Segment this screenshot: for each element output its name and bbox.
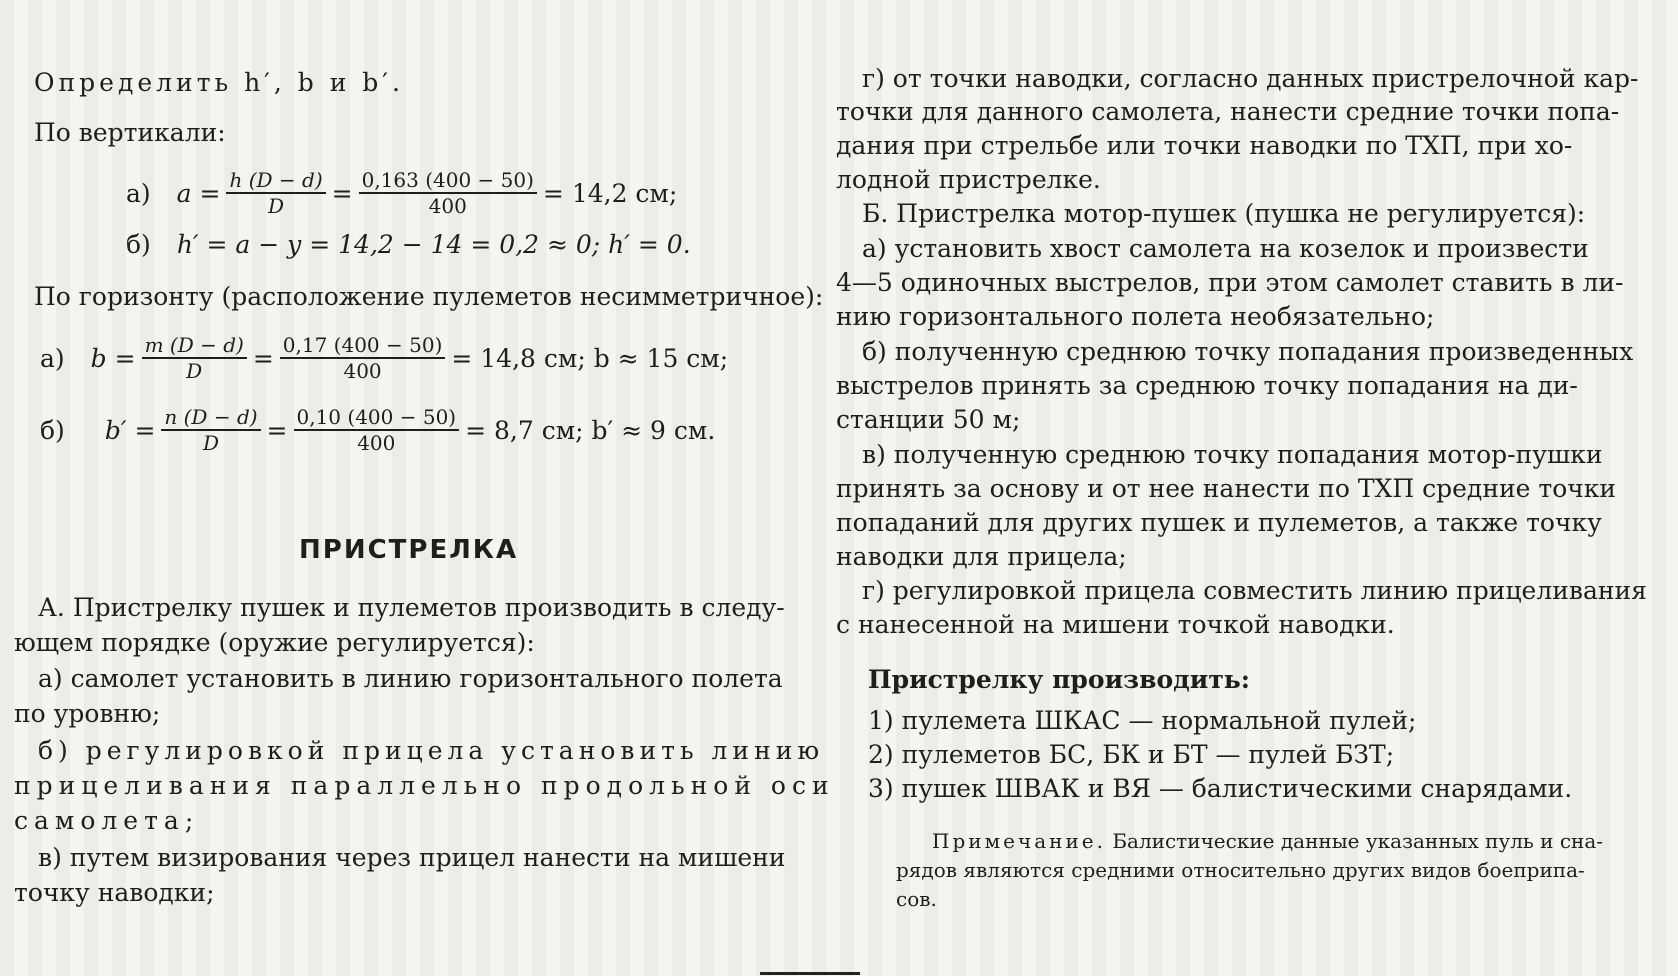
item-g-line: точки для данного самолета, нанести средние точки попа- (836, 97, 1620, 126)
item-a-right-line: 4—5 одиночных выстрелов, при этом самолет ставить в ли- (836, 268, 1624, 297)
section-heading: ПРИСТРЕЛКА (299, 535, 519, 565)
paragraph-a-line: ющем порядке (оружие регулируется): (14, 628, 535, 657)
item-a-line: а) самолет установить в линию горизонтального полета (38, 664, 783, 693)
note-line: сов. (896, 887, 937, 911)
paragraph-a-line: А. Пристрелку пушек и пулеметов производить в следу- (38, 593, 785, 622)
formula-a-vertical: а) a = $\frac{h (D - d)}{D}$ = $\frac{0,163 (400 - 50)}{400}$ = 14,2 см; (126, 168, 678, 218)
vertical-label: По вертикали: (34, 118, 226, 147)
item-b-right-line: станции 50 м; (836, 405, 1021, 434)
item-b-line: самолета; (14, 806, 200, 835)
item-g-line: г) от точки наводки, согласно данных пристрелочной кар- (862, 64, 1639, 93)
list-item: 3) пушек ШВАК и ВЯ — балистическими снарядами. (868, 774, 1573, 803)
fraction: $\frac{0,10 (400 - 50)}{400}$ (294, 405, 460, 455)
item-b-line: прицеливания параллельно продольной оси (14, 771, 835, 800)
item-v-right-line: в) полученную среднюю точку попадания мотор-пушки (862, 440, 1603, 469)
item-g-line: дания при стрельбе или точки наводки по ТХП, при хо- (836, 131, 1573, 160)
item-a-line: по уровню; (14, 699, 161, 728)
page-divider (760, 972, 860, 975)
item-g-right-line: с нанесенной на мишени точкой наводки. (836, 610, 1395, 639)
item-b-right-line: б) полученную среднюю точку попадания произведенных (862, 337, 1634, 366)
item-a-right-line: нию горизонтального полета необязательно; (836, 302, 1435, 331)
fraction: $\frac{h (D - d)}{D}$ (226, 168, 325, 218)
fraction: $\frac{0,17 (400 - 50)}{400}$ (280, 333, 446, 383)
item-b-right-line: выстрелов принять за среднюю точку попадания на ди- (836, 371, 1578, 400)
item-v-line: точку наводки; (14, 878, 215, 907)
item-g-right-line: г) регулировкой прицела совместить линию прицеливания (862, 576, 1647, 605)
fraction: $\frac{m (D - d)}{D}$ (142, 333, 247, 383)
fraction: $\frac{0,163 (400 - 50)}{400}$ (359, 168, 537, 218)
fraction: $\frac{n (D - d)}{D}$ (161, 405, 260, 455)
item-v-right-line: наводки для прицела; (836, 542, 1127, 571)
item-g-line: лодной пристрелке. (836, 165, 1101, 194)
item-a-right-line: а) установить хвост самолета на козелок и произвести (862, 234, 1589, 263)
list-item: 2) пулеметов БС, БК и БТ — пулей БЗТ; (868, 740, 1395, 769)
item-v-right-line: принять за основу и от нее нанести по ТХП средние точки (836, 474, 1617, 503)
formula-a-horizontal: а) b = $\frac{m (D - d)}{D}$ = $\frac{0,17 (400 - 50)}{400}$ = 14,8 см; b ≈ 15 см; (40, 333, 729, 383)
note-line: рядов являются средними относительно других видов боеприпа- (896, 858, 1585, 882)
item-v-right-line: попаданий для других пушек и пулеметов, а также точку (836, 508, 1602, 537)
item-b-line: б) регулировкой прицела установить линию (38, 736, 825, 765)
note-label: Примечание. (932, 829, 1106, 853)
formula-b-horizontal: б) b′ = $\frac{n (D - d)}{D}$ = $\frac{0,10 (400 - 50)}{400}$ = 8,7 см; b′ ≈ 9 см. (40, 405, 716, 455)
sub-heading: Пристрелку производить: (868, 665, 1251, 694)
formula-b-vertical: б) h′ = a − y = 14,2 − 14 = 0,2 ≈ 0; h′ = 0. (126, 230, 691, 259)
note-line: Примечание. Балистические данные указанных пуль и сна- (932, 829, 1604, 853)
list-item: 1) пулемета ШКАС — нормальной пулей; (868, 706, 1417, 735)
horizontal-label: По горизонту (расположение пулеметов несимметричное): (34, 282, 824, 311)
item-v-line: в) путем визирования через прицел нанести на мишени (38, 843, 786, 872)
paragraph-b-line: Б. Пристрелка мотор-пушек (пушка не регулируется): (862, 199, 1586, 228)
intro-line: Определить h′, b и b′. (34, 68, 404, 97)
